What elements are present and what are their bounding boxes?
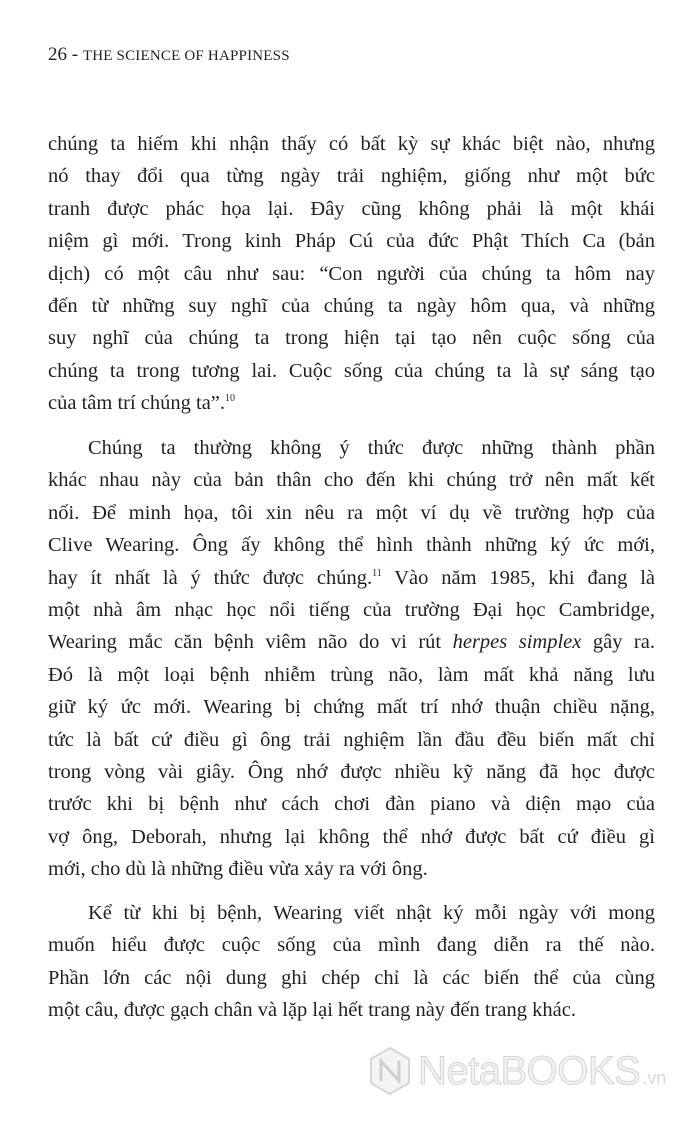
text-segment: chúng ta trong tương lai. Cuộc sống của chúng ta là sự sáng tạo [48,359,655,382]
text-line [48,355,655,387]
text-line [48,432,655,464]
text-line [48,897,655,929]
text-segment: muốn hiểu được cuộc sống của mình đang diễn ra thế nào. [48,934,655,957]
text-segment: Phần lớn các nội dung ghi chép chỉ là các biến thể của cùng [48,966,655,989]
text-line [48,258,655,290]
text-line [48,464,655,496]
watermark-brand: NetaBOOKS [418,1048,641,1093]
running-header [48,44,290,66]
text-line [48,387,655,419]
paragraph-1 [48,128,655,420]
text-line [48,497,655,529]
text-line [48,756,655,788]
text-segment: Đó là một loại bệnh nhiễm trùng não, làm mất khả năng lưu [48,663,655,686]
paragraph-3 [48,897,655,1027]
text-line [48,994,655,1026]
footnote-marker: 11 [372,567,382,579]
netabooks-hexagon-logo-icon [368,1046,412,1096]
text-segment: của tâm trí chúng ta”. [48,392,226,415]
watermark-suffix: .vn [642,1067,667,1088]
text-segment: tranh được phác họa lại. Đây cũng không phải là một khái [48,197,655,220]
text-segment: Vào năm 1985, khi đang là [381,566,655,589]
text-line [48,788,655,820]
text-segment: tức là bất cứ điều gì ông trải nghiệm lần đầu đều biến mất chỉ [48,728,655,751]
text-segment: mới, cho dù là những điều vừa xảy ra với ông. [48,858,428,881]
text-segment: trong vòng vài giây. Ông nhớ được nhiều kỹ năng đã học được [48,760,655,783]
text-line [48,193,655,225]
book-title: THE SCIENCE OF HAPPINESS [82,48,290,64]
text-segment: gây ra. [581,631,655,654]
text-line [48,290,655,322]
text-segment: Wearing mắc căn bệnh viêm não do vi rút [48,631,453,654]
text-line [48,160,655,192]
text-segment: nó thay đổi qua từng ngày trải nghiệm, giống như một bức [48,165,655,188]
text-segment: một nhà âm nhạc học nổi tiếng của trường Đại học Cambridge, [48,598,655,621]
text-segment: giữ ký ức mới. Wearing bị chứng mất trí nhớ thuận chiều nặng, [48,696,655,719]
footnote-marker: 10 [225,393,236,405]
text-line [48,626,655,658]
text-segment: suy nghĩ của chúng ta trong hiện tại tạo nên cuộc sống của [48,327,655,350]
text-line [48,691,655,723]
text-segment: chúng ta hiếm khi nhận thấy có bất kỳ sự khác biệt nào, nhưng [48,133,655,155]
text-line [48,529,655,561]
page-number: 26 [48,44,67,65]
text-line [48,929,655,961]
text-segment: hay ít nhất là ý thức được chúng. [48,566,373,589]
header-separator: - [67,44,83,65]
text-line [48,724,655,756]
paragraph-2 [48,432,655,885]
text-segment: Kể từ khi bị bệnh, Wearing viết nhật ký mỗi ngày với mong [88,902,655,924]
text-segment: vợ ông, Deborah, nhưng lại không thể nhớ được bất cứ điều gì [48,825,655,848]
text-line [48,659,655,691]
text-segment: trước khi bị bệnh như cách chơi đàn piano và diện mạo của [48,793,655,816]
text-line [48,853,655,885]
text-line [48,962,655,994]
text-line [48,128,655,160]
text-segment: niệm gì mới. Trong kinh Pháp Cú của đức Phật Thích Ca (bản [48,230,655,253]
text-line [48,562,655,594]
text-line [48,322,655,354]
italic-text: herpes simplex [452,631,582,654]
text-segment: dịch) có một câu như sau: “Con người của chúng ta hôm nay [48,262,655,285]
text-segment: khác nhau này của bản thân cho đến khi chúng trở nên mất kết [48,469,655,492]
text-segment: đến từ những suy nghĩ của chúng ta ngày hôm qua, và những [48,294,655,317]
text-segment: nối. Để minh họa, tôi xin nêu ra một ví dụ về trường hợp của [48,501,655,524]
text-segment: một câu, được gạch chân và lặp lại hết trang này đến trang khác. [48,999,576,1022]
text-line [48,225,655,257]
text-line [48,821,655,853]
text-segment: Chúng ta thường không ý thức được những thành phần [88,437,655,459]
text-line [48,594,655,626]
netabooks-watermark [368,1046,666,1096]
text-segment: Clive Wearing. Ông ấy không thể hình thành những ký ức mới, [48,534,655,557]
